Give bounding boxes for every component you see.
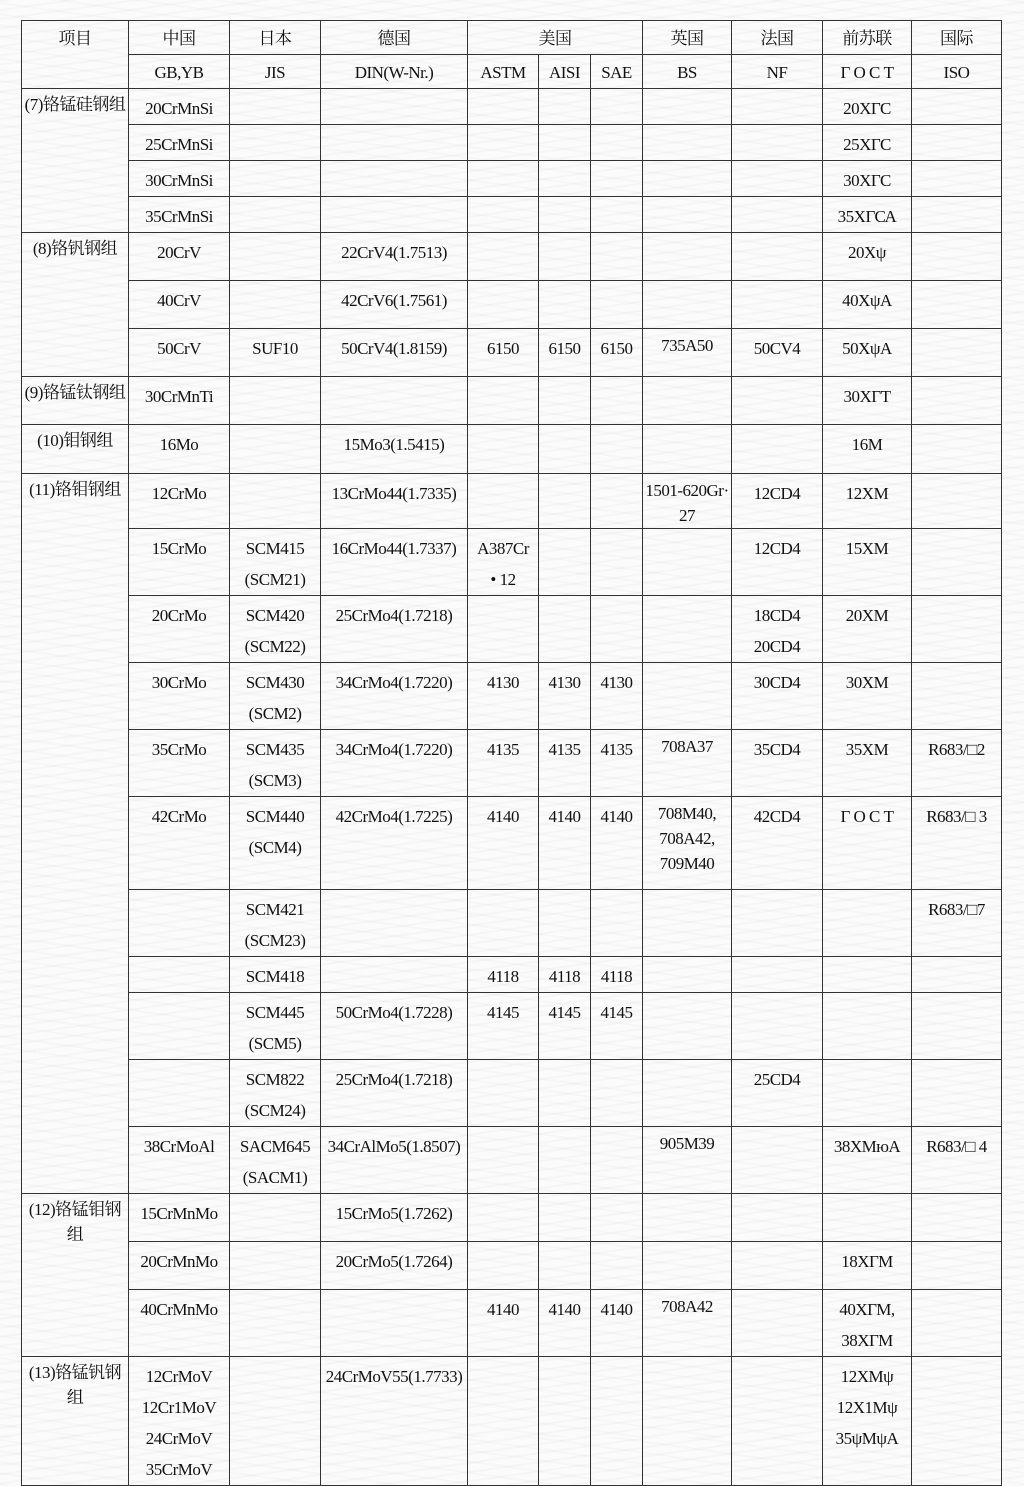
cell-gost — [823, 957, 912, 993]
cell-astm — [468, 1127, 539, 1194]
cell-iso — [912, 1290, 1002, 1357]
cell-sae: 4135 — [591, 730, 643, 797]
cell-din: 15CrMo5(1.7262) — [321, 1194, 468, 1242]
cell-iso — [912, 281, 1002, 329]
cell-iso: R683/□ 4 — [912, 1127, 1002, 1194]
cell-nf — [732, 957, 823, 993]
header-intl: 国际 — [912, 21, 1002, 55]
cell-bs — [643, 1194, 732, 1242]
cell-nf — [732, 89, 823, 125]
cell-jis — [230, 233, 321, 281]
group-label: (13)铬锰钒钢 组 — [22, 1357, 129, 1486]
cell-gost: 20Хψ — [823, 233, 912, 281]
cell-gb: 40CrV — [129, 281, 230, 329]
cell-astm — [468, 1060, 539, 1127]
cell-gb: 50CrV — [129, 329, 230, 377]
cell-astm — [468, 1357, 539, 1486]
cell-jis: SCM418 — [230, 957, 321, 993]
cell-gost: 30ХМ — [823, 663, 912, 730]
cell-sae: 4118 — [591, 957, 643, 993]
cell-din — [321, 890, 468, 957]
table-row — [22, 1127, 1002, 1194]
group-label: (7)铬锰硅钢组 — [22, 89, 129, 233]
header-aisi: AISI — [539, 55, 591, 89]
cell-din: 50CrV4(1.8159) — [321, 329, 468, 377]
cell-sae — [591, 425, 643, 474]
cell-nf: 30CD4 — [732, 663, 823, 730]
cell-sae: 6150 — [591, 329, 643, 377]
cell-bs — [643, 1242, 732, 1290]
cell-din: 42CrV6(1.7561) — [321, 281, 468, 329]
cell-nf: 35CD4 — [732, 730, 823, 797]
cell-iso — [912, 425, 1002, 474]
cell-sae — [591, 474, 643, 529]
cell-nf — [732, 1357, 823, 1486]
cell-aisi — [539, 281, 591, 329]
cell-gb: 15CrMnMo — [129, 1194, 230, 1242]
cell-astm — [468, 425, 539, 474]
cell-sae — [591, 1194, 643, 1242]
cell-nf — [732, 233, 823, 281]
cell-astm — [468, 596, 539, 663]
cell-aisi — [539, 89, 591, 125]
cell-astm — [468, 281, 539, 329]
table-row — [22, 529, 1002, 596]
cell-aisi — [539, 197, 591, 233]
cell-gost — [823, 1194, 912, 1242]
cell-sae: 4140 — [591, 1290, 643, 1357]
header-gost: Г О С Т — [823, 55, 912, 89]
cell-iso — [912, 197, 1002, 233]
cell-gb — [129, 993, 230, 1060]
cell-astm: 4130 — [468, 663, 539, 730]
cell-iso — [912, 1357, 1002, 1486]
cell-gost: 12ХМψ 12Х1Мψ 35ψМψА — [823, 1357, 912, 1486]
cell-aisi — [539, 474, 591, 529]
cell-iso — [912, 663, 1002, 730]
cell-sae — [591, 1357, 643, 1486]
cell-bs: 905M39 — [643, 1127, 732, 1194]
cell-aisi: 4130 — [539, 663, 591, 730]
cell-sae — [591, 1060, 643, 1127]
cell-nf — [732, 993, 823, 1060]
cell-gost: 20ХМ — [823, 596, 912, 663]
cell-nf: 50CV4 — [732, 329, 823, 377]
table-row — [22, 1242, 1002, 1290]
group-label: (12)铬锰钼钢 组 — [22, 1194, 129, 1357]
cell-iso — [912, 89, 1002, 125]
cell-iso — [912, 329, 1002, 377]
cell-astm: 4118 — [468, 957, 539, 993]
header-uk: 英国 — [643, 21, 732, 55]
cell-iso: R683/□ 3 — [912, 797, 1002, 890]
cell-gb: 40CrMnMo — [129, 1290, 230, 1357]
cell-bs: 708M40, 708A42, 709M40 — [643, 797, 732, 890]
cell-nf — [732, 1242, 823, 1290]
cell-gb: 20CrMnMo — [129, 1242, 230, 1290]
table-row — [22, 663, 1002, 730]
cell-iso — [912, 1242, 1002, 1290]
table-row — [22, 125, 1002, 161]
cell-sae — [591, 89, 643, 125]
cell-jis — [230, 474, 321, 529]
cell-gb: 25CrMnSi — [129, 125, 230, 161]
cell-aisi: 4140 — [539, 1290, 591, 1357]
cell-astm: 6150 — [468, 329, 539, 377]
cell-jis: SCM420 (SCM22) — [230, 596, 321, 663]
cell-bs — [643, 125, 732, 161]
cell-iso — [912, 1060, 1002, 1127]
cell-iso — [912, 161, 1002, 197]
cell-bs — [643, 890, 732, 957]
group-label: (11)铬钼钢组 — [22, 474, 129, 1194]
cell-aisi: 4118 — [539, 957, 591, 993]
cell-iso: R683/□2 — [912, 730, 1002, 797]
cell-bs: 735A50 — [643, 329, 732, 377]
header-ussr: 前苏联 — [823, 21, 912, 55]
header-jis: JIS — [230, 55, 321, 89]
table-row — [22, 474, 1002, 529]
header-astm: ASTM — [468, 55, 539, 89]
cell-aisi — [539, 233, 591, 281]
cell-nf: 25CD4 — [732, 1060, 823, 1127]
cell-gost: 35ХМ — [823, 730, 912, 797]
cell-din: 13CrMo44(1.7335) — [321, 474, 468, 529]
header-france: 法国 — [732, 21, 823, 55]
cell-astm: 4140 — [468, 1290, 539, 1357]
cell-astm — [468, 474, 539, 529]
header-bs: BS — [643, 55, 732, 89]
cell-din — [321, 957, 468, 993]
table-row — [22, 730, 1002, 797]
cell-aisi — [539, 1357, 591, 1486]
table-row — [22, 797, 1002, 890]
cell-gb: 38CrMoAl — [129, 1127, 230, 1194]
cell-gb: 30CrMnSi — [129, 161, 230, 197]
cell-aisi — [539, 1242, 591, 1290]
cell-gost — [823, 993, 912, 1060]
table-row — [22, 993, 1002, 1060]
cell-nf — [732, 197, 823, 233]
cell-jis: SCM421 (SCM23) — [230, 890, 321, 957]
cell-nf: 12CD4 — [732, 474, 823, 529]
cell-aisi — [539, 529, 591, 596]
cell-jis — [230, 125, 321, 161]
cell-nf: 12CD4 — [732, 529, 823, 596]
cell-jis — [230, 1242, 321, 1290]
cell-jis — [230, 1290, 321, 1357]
cell-sae — [591, 233, 643, 281]
table-row — [22, 89, 1002, 125]
cell-aisi — [539, 1194, 591, 1242]
table-row — [22, 233, 1002, 281]
cell-gb: 12CrMoV 12Cr1MoV 24CrMoV 35CrMoV — [129, 1357, 230, 1486]
cell-bs — [643, 377, 732, 425]
steel-grade-comparison-table — [21, 20, 1002, 1486]
cell-jis: SCM445 (SCM5) — [230, 993, 321, 1060]
cell-din: 42CrMo4(1.7225) — [321, 797, 468, 890]
group-label: (9)铬锰钛钢组 — [22, 377, 129, 425]
cell-sae — [591, 161, 643, 197]
cell-bs — [643, 1357, 732, 1486]
cell-jis: SCM822 (SCM24) — [230, 1060, 321, 1127]
cell-gost: 20ХГС — [823, 89, 912, 125]
cell-gb: 30CrMnTi — [129, 377, 230, 425]
cell-din — [321, 1290, 468, 1357]
cell-bs — [643, 89, 732, 125]
cell-jis — [230, 1357, 321, 1486]
cell-astm — [468, 890, 539, 957]
table-row — [22, 197, 1002, 233]
cell-din — [321, 377, 468, 425]
cell-nf — [732, 1290, 823, 1357]
cell-astm — [468, 125, 539, 161]
cell-bs: 708A42 — [643, 1290, 732, 1357]
cell-gost: 50ХψА — [823, 329, 912, 377]
cell-gb: 35CrMo — [129, 730, 230, 797]
cell-iso — [912, 957, 1002, 993]
cell-gost: 30ХГТ — [823, 377, 912, 425]
cell-sae — [591, 596, 643, 663]
cell-gb: 16Mo — [129, 425, 230, 474]
header-china: 中国 — [129, 21, 230, 55]
cell-din: 50CrMo4(1.7228) — [321, 993, 468, 1060]
table-row — [22, 957, 1002, 993]
cell-jis: SCM435 (SCM3) — [230, 730, 321, 797]
cell-gb — [129, 890, 230, 957]
cell-sae — [591, 281, 643, 329]
cell-astm: A387Cr • 12 — [468, 529, 539, 596]
cell-aisi — [539, 596, 591, 663]
header-gb: GB,YB — [129, 55, 230, 89]
cell-sae — [591, 377, 643, 425]
cell-bs: 708A37 — [643, 730, 732, 797]
cell-gost: Г О С Т — [823, 797, 912, 890]
table-row — [22, 377, 1002, 425]
cell-sae: 4140 — [591, 797, 643, 890]
cell-nf — [732, 281, 823, 329]
table-row — [22, 281, 1002, 329]
cell-gost: 16М — [823, 425, 912, 474]
cell-jis — [230, 161, 321, 197]
cell-gb: 15CrMo — [129, 529, 230, 596]
cell-gost: 30ХГС — [823, 161, 912, 197]
cell-iso — [912, 1194, 1002, 1242]
table-row — [22, 1060, 1002, 1127]
cell-sae — [591, 125, 643, 161]
cell-aisi — [539, 377, 591, 425]
header-germany: 德国 — [321, 21, 468, 55]
table-row — [22, 425, 1002, 474]
cell-iso — [912, 993, 1002, 1060]
cell-gost: 25ХГС — [823, 125, 912, 161]
cell-aisi — [539, 425, 591, 474]
cell-sae — [591, 197, 643, 233]
cell-jis: SCM430 (SCM2) — [230, 663, 321, 730]
cell-gost — [823, 890, 912, 957]
cell-gost: 40ХψА — [823, 281, 912, 329]
cell-gb: 20CrMo — [129, 596, 230, 663]
cell-bs — [643, 197, 732, 233]
cell-sae — [591, 1127, 643, 1194]
cell-gost: 40ХГМ, 38ХГМ — [823, 1290, 912, 1357]
cell-astm — [468, 197, 539, 233]
header-iso: ISO — [912, 55, 1002, 89]
cell-jis — [230, 89, 321, 125]
cell-iso: R683/□7 — [912, 890, 1002, 957]
cell-sae — [591, 529, 643, 596]
cell-jis — [230, 197, 321, 233]
cell-astm: 4140 — [468, 797, 539, 890]
cell-nf — [732, 1127, 823, 1194]
cell-gost: 12ХМ — [823, 474, 912, 529]
cell-jis — [230, 377, 321, 425]
cell-aisi: 4135 — [539, 730, 591, 797]
cell-astm — [468, 233, 539, 281]
cell-iso — [912, 233, 1002, 281]
header-sae: SAE — [591, 55, 643, 89]
cell-bs — [643, 529, 732, 596]
cell-astm — [468, 89, 539, 125]
cell-nf — [732, 1194, 823, 1242]
cell-aisi: 4145 — [539, 993, 591, 1060]
table-row — [22, 1290, 1002, 1357]
table-row — [22, 1194, 1002, 1242]
cell-aisi — [539, 125, 591, 161]
cell-jis — [230, 1194, 321, 1242]
cell-bs — [643, 993, 732, 1060]
cell-gb: 30CrMo — [129, 663, 230, 730]
cell-din: 20CrMo5(1.7264) — [321, 1242, 468, 1290]
table-row — [22, 161, 1002, 197]
cell-gb: 20CrMnSi — [129, 89, 230, 125]
cell-bs — [643, 161, 732, 197]
cell-din: 16CrMo44(1.7337) — [321, 529, 468, 596]
cell-jis: SCM440 (SCM4) — [230, 797, 321, 890]
cell-gost: 35ХГСА — [823, 197, 912, 233]
cell-aisi — [539, 1060, 591, 1127]
cell-gost: 38ХМюА — [823, 1127, 912, 1194]
cell-sae: 4145 — [591, 993, 643, 1060]
table-row — [22, 329, 1002, 377]
cell-sae — [591, 890, 643, 957]
cell-din — [321, 197, 468, 233]
cell-din: 24CrMoV55(1.7733) — [321, 1357, 468, 1486]
table-row — [22, 890, 1002, 957]
cell-bs — [643, 1060, 732, 1127]
cell-din — [321, 161, 468, 197]
cell-jis: SUF10 — [230, 329, 321, 377]
cell-nf — [732, 125, 823, 161]
header-din: DIN(W-Nr.) — [321, 55, 468, 89]
cell-sae: 4130 — [591, 663, 643, 730]
cell-bs — [643, 233, 732, 281]
group-label: (8)铬钒钢组 — [22, 233, 129, 377]
cell-astm — [468, 377, 539, 425]
cell-din: 34CrMo4(1.7220) — [321, 663, 468, 730]
header-item: 项目 — [22, 21, 129, 89]
table-row — [22, 596, 1002, 663]
group-label: (10)钼钢组 — [22, 425, 129, 474]
cell-jis — [230, 425, 321, 474]
cell-din: 25CrMo4(1.7218) — [321, 1060, 468, 1127]
cell-nf: 42CD4 — [732, 797, 823, 890]
cell-nf — [732, 161, 823, 197]
cell-jis — [230, 281, 321, 329]
cell-bs — [643, 425, 732, 474]
cell-gost: 15ХМ — [823, 529, 912, 596]
cell-gost — [823, 1060, 912, 1127]
cell-gb: 12CrMo — [129, 474, 230, 529]
cell-iso — [912, 125, 1002, 161]
cell-astm: 4135 — [468, 730, 539, 797]
cell-gb — [129, 957, 230, 993]
cell-din: 15Mo3(1.5415) — [321, 425, 468, 474]
cell-nf — [732, 890, 823, 957]
cell-bs — [643, 596, 732, 663]
cell-astm — [468, 161, 539, 197]
cell-astm: 4145 — [468, 993, 539, 1060]
cell-gb — [129, 1060, 230, 1127]
cell-iso — [912, 529, 1002, 596]
cell-nf — [732, 377, 823, 425]
header-nf: NF — [732, 55, 823, 89]
cell-jis: SACM645 (SACM1) — [230, 1127, 321, 1194]
cell-bs — [643, 281, 732, 329]
header-japan: 日本 — [230, 21, 321, 55]
cell-aisi — [539, 890, 591, 957]
cell-din: 22CrV4(1.7513) — [321, 233, 468, 281]
cell-nf — [732, 425, 823, 474]
cell-aisi: 4140 — [539, 797, 591, 890]
cell-aisi — [539, 161, 591, 197]
cell-din: 25CrMo4(1.7218) — [321, 596, 468, 663]
cell-astm — [468, 1194, 539, 1242]
cell-gb: 35CrMnSi — [129, 197, 230, 233]
cell-gb: 20CrV — [129, 233, 230, 281]
cell-iso — [912, 377, 1002, 425]
cell-din — [321, 125, 468, 161]
header-usa: 美国 — [468, 21, 643, 55]
cell-aisi: 6150 — [539, 329, 591, 377]
cell-sae — [591, 1242, 643, 1290]
cell-iso — [912, 596, 1002, 663]
cell-jis: SCM415 (SCM21) — [230, 529, 321, 596]
cell-bs — [643, 957, 732, 993]
cell-nf: 18CD4 20CD4 — [732, 596, 823, 663]
cell-bs — [643, 663, 732, 730]
cell-din — [321, 89, 468, 125]
cell-din: 34CrAlMo5(1.8507) — [321, 1127, 468, 1194]
cell-bs: 1501-620Gr· 27 — [643, 474, 732, 529]
cell-astm — [468, 1242, 539, 1290]
cell-iso — [912, 474, 1002, 529]
cell-aisi — [539, 1127, 591, 1194]
cell-din: 34CrMo4(1.7220) — [321, 730, 468, 797]
cell-gost: 18ХГМ — [823, 1242, 912, 1290]
table-row — [22, 1357, 1002, 1486]
cell-gb: 42CrMo — [129, 797, 230, 890]
